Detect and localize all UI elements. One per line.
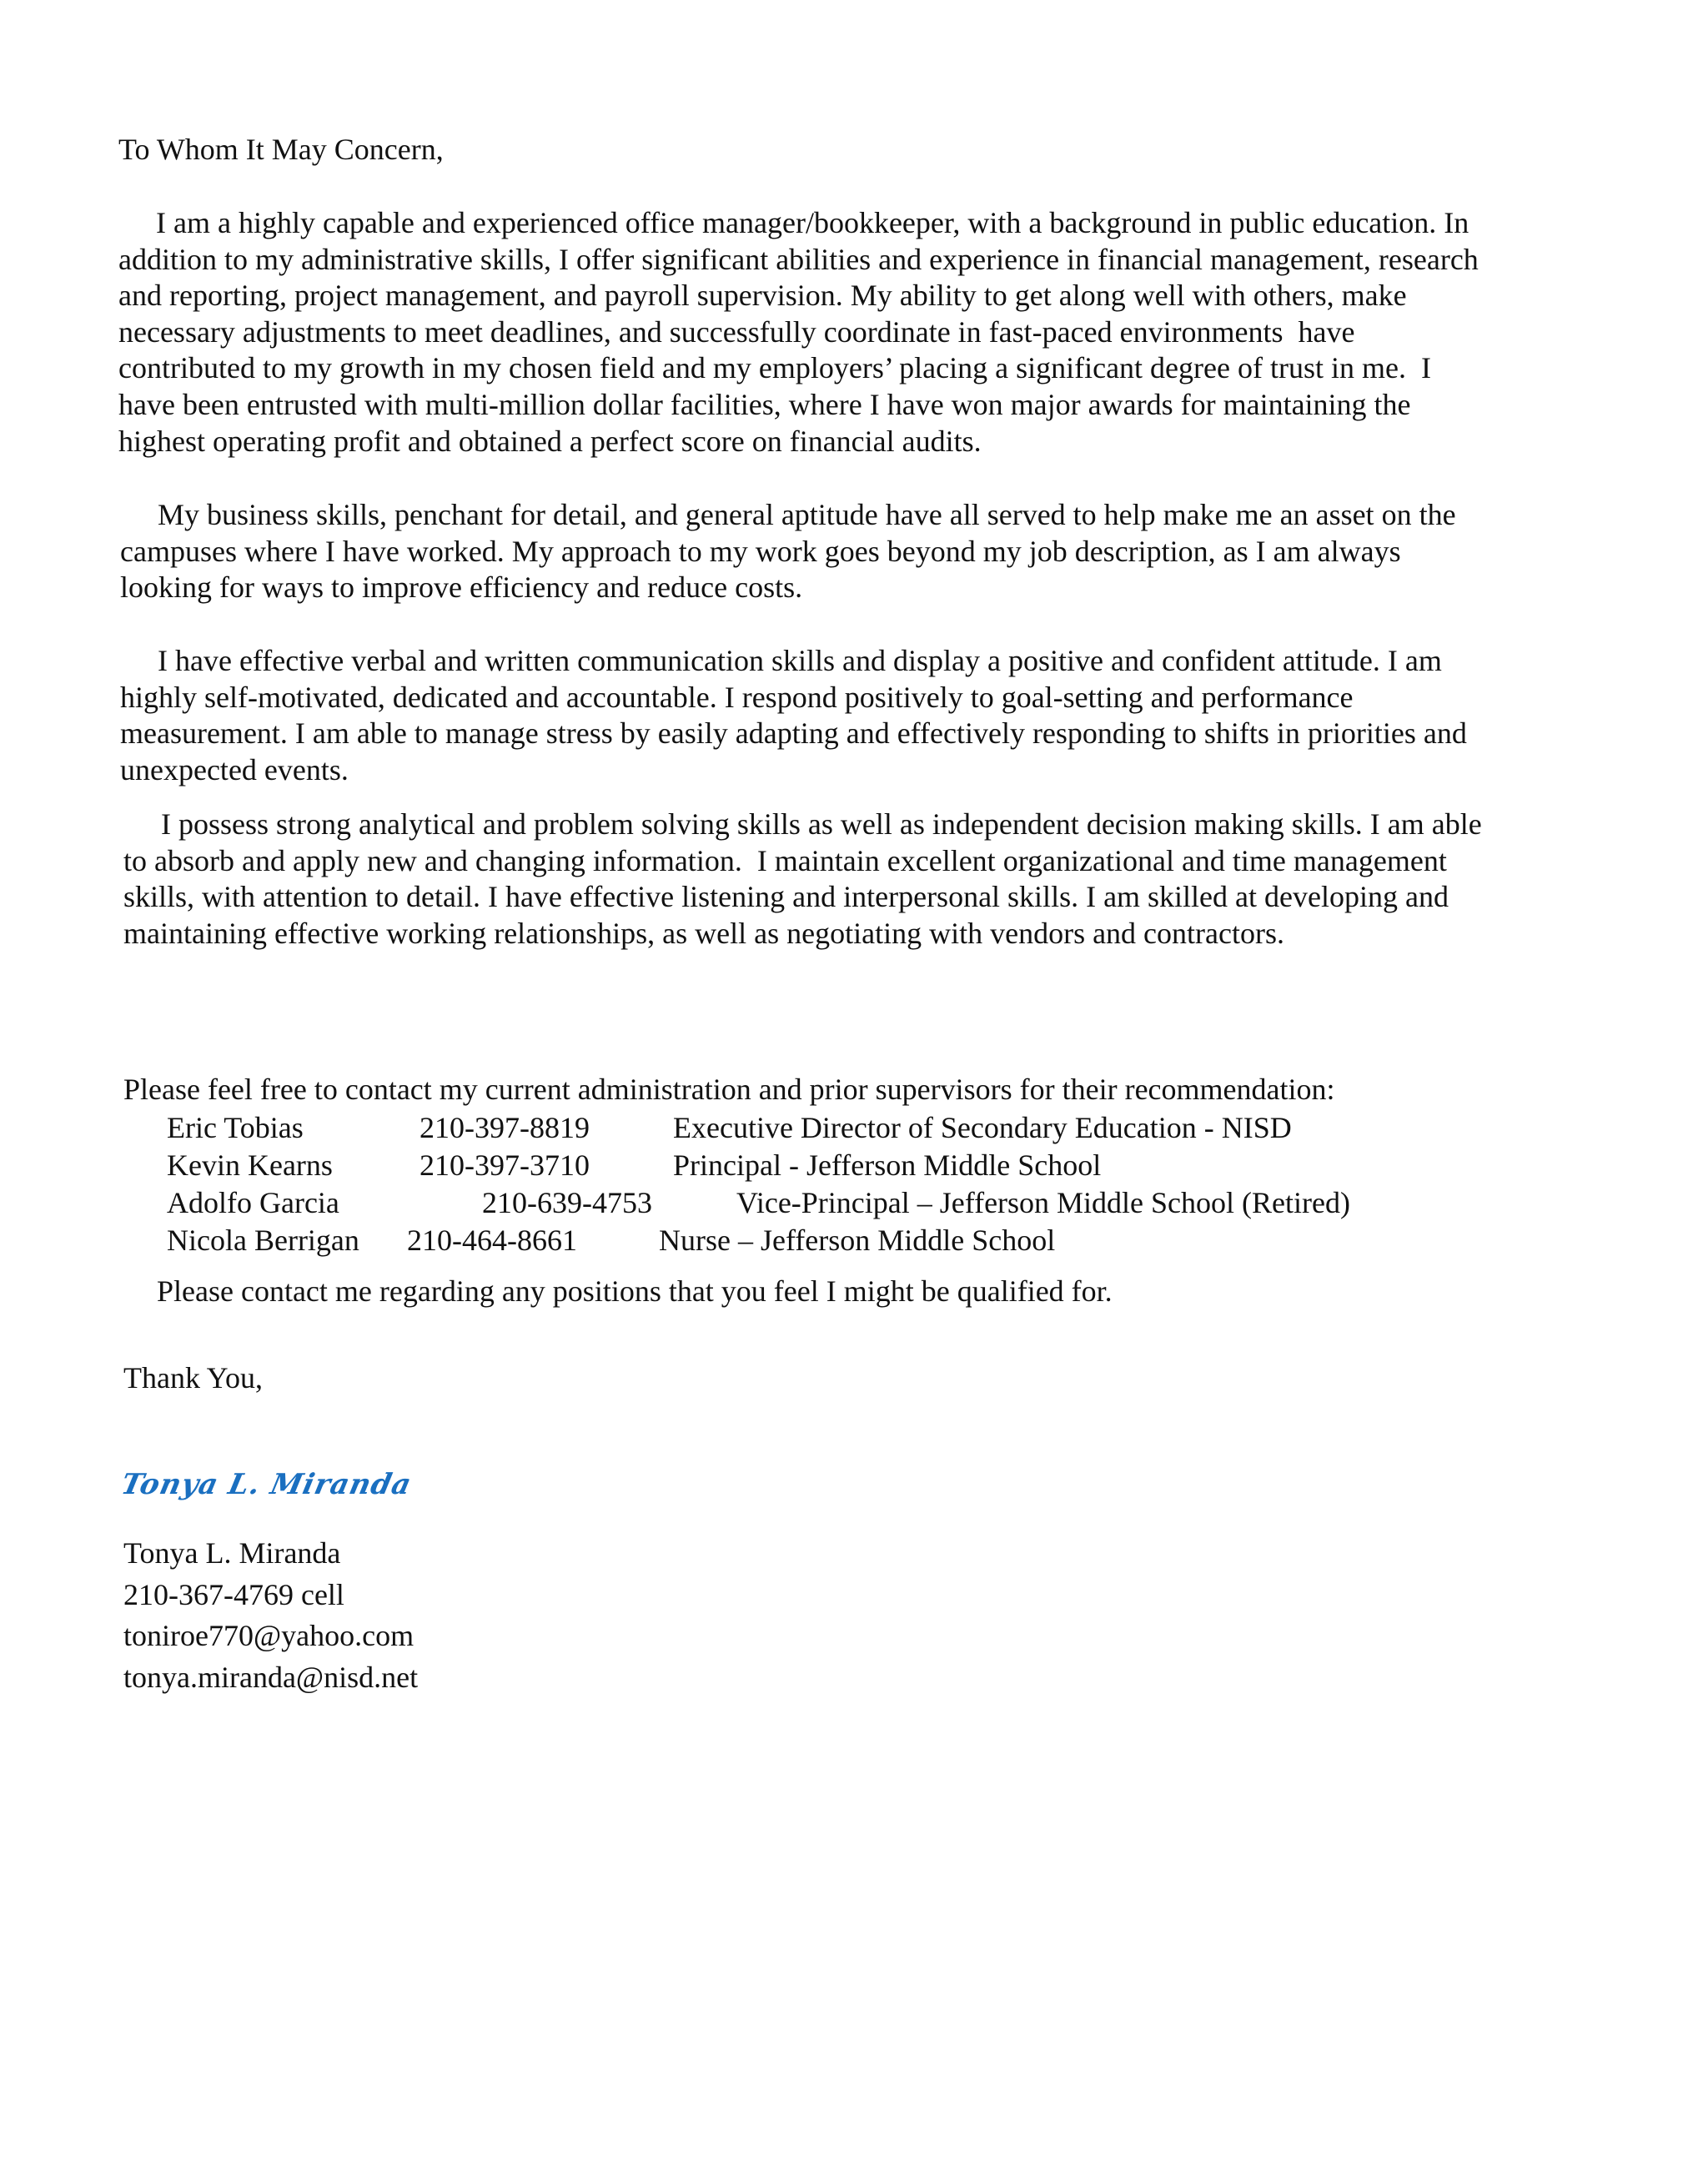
reference-title: Principal - Jefferson Middle School — [673, 1148, 1102, 1182]
paragraph-line: and reporting, project management, and payroll supervision. My ability to get along well with others, make — [118, 279, 1407, 313]
reference-name: Adolfo Garcia — [167, 1186, 339, 1219]
paragraph-line: to absorb and apply new and changing information. I maintain excellent organizational and time management — [123, 843, 1447, 877]
paragraph-line: looking for ways to improve efficiency and reduce costs. — [120, 570, 803, 605]
paragraph-line: necessary adjustments to meet deadlines, and successfully coordinate in fast-paced environments have — [118, 314, 1355, 349]
paragraph-line: addition to my administrative skills, I offer significant abilities and experience in financial management, research — [118, 242, 1479, 276]
paragraph-2 — [120, 497, 1456, 606]
paragraph-line: My business skills, penchant for detail, and general aptitude have all served to help make me an asset on the — [120, 498, 1456, 531]
reference-phone: 210-397-3710 — [419, 1148, 590, 1182]
sender-email-work: tonya.miranda@nisd.net — [123, 1660, 419, 1694]
paragraph-line: unexpected events. — [120, 752, 349, 786]
contact-request: Please contact me regarding any positions that you feel I might be qualified for. — [157, 1274, 1113, 1308]
reference-phone: 210-639-4753 — [482, 1186, 652, 1219]
greeting: To Whom It May Concern, — [118, 133, 444, 166]
paragraph-line: I am a highly capable and experienced office manager/bookkeeper, with a background in public education. In — [118, 206, 1469, 239]
paragraph-line: I have effective verbal and written communication skills and display a positive and confident attitude. I am — [120, 644, 1442, 677]
paragraph-3 — [120, 643, 1467, 788]
reference-phone: 210-397-8819 — [419, 1111, 590, 1144]
reference-title: Executive Director of Secondary Education - NISD — [673, 1111, 1292, 1144]
paragraph-line: contributed to my growth in my chosen field and my employers’ placing a significant degree of trust in me. I — [118, 351, 1431, 385]
paragraph-line: campuses where I have worked. My approach to my work goes beyond my job description, as I am always — [120, 534, 1401, 568]
sender-phone: 210-367-4769 cell — [123, 1577, 344, 1611]
sender-name: Tonya L. Miranda — [123, 1536, 341, 1570]
paragraph-1 — [118, 205, 1479, 460]
reference-title: Vice-Principal – Jefferson Middle School (Retired) — [736, 1186, 1350, 1219]
paragraph-line: have been entrusted with multi-million dollar facilities, where I have won major awards for maintaining the — [118, 387, 1411, 421]
sender-block — [123, 1533, 418, 1698]
paragraph-line: I possess strong analytical and problem solving skills as well as independent decision making skills. I am able — [123, 807, 1482, 841]
paragraph-line: highest operating profit and obtained a perfect score on financial audits. — [118, 424, 982, 458]
references-intro: Please feel free to contact my current administration and prior supervisors for their recommendation: — [123, 1073, 1335, 1106]
paragraph-line: skills, with attention to detail. I have effective listening and interpersonal skills. I am skilled at developing and — [123, 880, 1449, 914]
sender-email-personal: toniroe770@yahoo.com — [123, 1619, 414, 1652]
reference-phone: 210-464-8661 — [407, 1224, 577, 1257]
paragraph-line: highly self-motivated, dedicated and accountable. I respond positively to goal-setting and performance — [120, 680, 1354, 714]
reference-name: Kevin Kearns — [167, 1148, 333, 1182]
paragraph-line: measurement. I am able to manage stress by easily adapting and effectively responding to shifts in priorities and — [120, 716, 1467, 751]
handwritten-signature: Tonya L. Miranda — [118, 1468, 415, 1501]
reference-title: Nurse – Jefferson Middle School — [659, 1224, 1056, 1257]
paragraph-4 — [123, 807, 1482, 952]
closing: Thank You, — [123, 1361, 264, 1395]
reference-name: Eric Tobias — [167, 1111, 304, 1144]
paragraph-line: maintaining effective working relationships, as well as negotiating with vendors and contractors. — [123, 916, 1284, 950]
reference-name: Nicola Berrigan — [167, 1224, 359, 1257]
